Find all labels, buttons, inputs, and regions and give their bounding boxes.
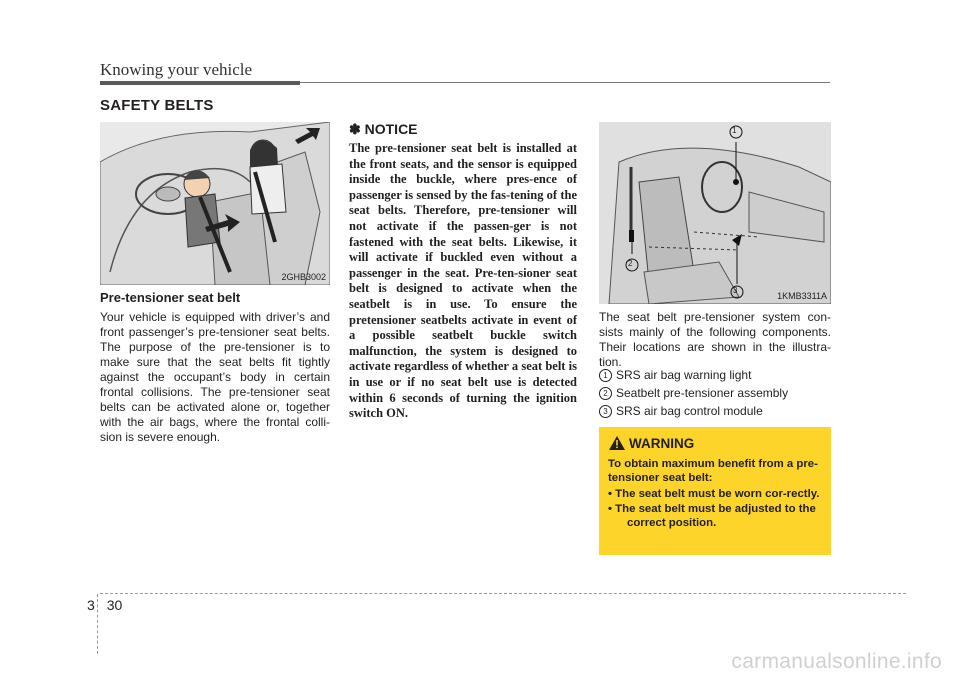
callout-1: 1 bbox=[732, 126, 737, 135]
list-item: • The seat belt must be worn cor-rectly. bbox=[608, 488, 820, 500]
seatbelt-illustration bbox=[100, 122, 330, 285]
notice-title-text: NOTICE bbox=[364, 121, 418, 137]
watermark: carmanualsonline.info bbox=[731, 650, 942, 673]
notice-title bbox=[349, 121, 418, 138]
header-rule-thin bbox=[300, 82, 830, 83]
notice-text: The pre-tensioner seat belt is installed at the front seats, and the sensor is equipped inside the buckle, where pres-ence of passenger is sensed by the fas-tening of the seat belts. Therefore, pre-tensioner will not activate if the passen-ger is not fastened with the seat belts. Likewise, it will activate if buckled even without a passenger in the seat. Pre-ten-sioner seat belt is designed to activate when the seatbelt is in use. To ensure the pretensioner seatbelts activate in event of a possible seatbelt buckle switch malfunction, the system is designed to activate regardless of whether a seat belt is in use or if no seat belt use is detected within 6 seconds of turning the ignition switch ON. bbox=[349, 141, 577, 421]
warning-triangle-icon bbox=[609, 436, 625, 450]
header-rule-thick bbox=[100, 81, 300, 85]
figure-label-right: 1KMB3311A bbox=[777, 291, 827, 301]
components-intro: The seat belt pre-tensioner system con-sists mainly of the following components. Their locations are shown in the illustra-tion. bbox=[599, 310, 831, 369]
figure-components bbox=[599, 122, 831, 304]
pretensioner-heading: Pre-tensioner seat belt bbox=[100, 290, 241, 305]
callout-2: 2 bbox=[628, 259, 633, 268]
components-list bbox=[599, 366, 831, 420]
warning-box bbox=[599, 427, 831, 555]
page-number-value: 30 bbox=[106, 597, 123, 613]
warning-title: WARNING bbox=[629, 436, 695, 451]
warning-list bbox=[608, 487, 825, 531]
chapter-title: Knowing your vehicle bbox=[100, 60, 253, 79]
callout-number-icon: 3 bbox=[599, 405, 612, 418]
list-item: 2 Seatbelt pre-tensioner assembly bbox=[599, 384, 831, 402]
notice-star-icon: ✽ bbox=[349, 121, 361, 137]
figure-label-left: 2GHB3002 bbox=[281, 272, 326, 282]
section-title: SAFETY BELTS bbox=[100, 97, 214, 114]
list-item: • The seat belt must be adjusted to the correct position. bbox=[608, 503, 816, 529]
callout-3: 3 bbox=[733, 286, 738, 295]
callout-number-icon: 1 bbox=[599, 369, 612, 382]
section-number: 3 bbox=[87, 597, 95, 613]
vehicle-interior-illustration bbox=[599, 122, 831, 304]
list-item: 1 SRS air bag warning light bbox=[599, 366, 831, 384]
callout-number-icon: 2 bbox=[599, 387, 612, 400]
warning-text: To obtain maximum benefit from a pre-tensioner seat belt: bbox=[608, 458, 818, 484]
page-number bbox=[87, 597, 122, 613]
footer-rule bbox=[100, 593, 906, 594]
pretensioner-paragraph: Your vehicle is equipped with driver’s and front passenger’s pre-tensioner seat belts. The purpose of the pre-tensioner is to make sure that the seat belts fit tightly against the occupant’s body in certain frontal collisions. The pre-tensioner seat belts can be activated alone or, together with the air bags, where the frontal colli-sion is severe enough. bbox=[100, 310, 330, 444]
figure-driver-passenger bbox=[100, 122, 330, 285]
list-item: 3 SRS air bag control module bbox=[599, 402, 831, 420]
